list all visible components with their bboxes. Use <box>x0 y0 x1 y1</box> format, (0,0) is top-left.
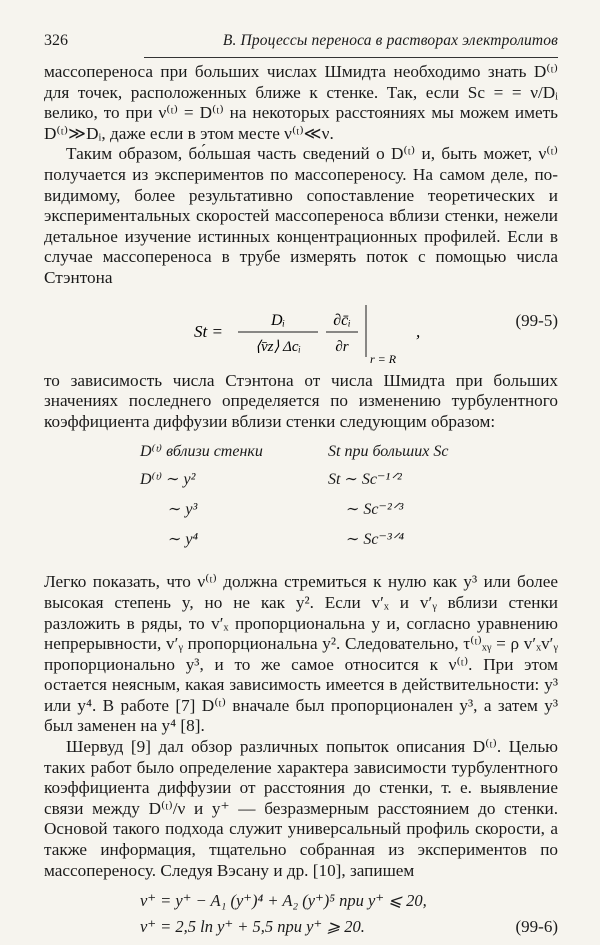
paragraph-4: Легко показать, что ν⁽ᵗ⁾ должна стремиться к нулю как y³ или более высокая степень y, но не как y². Если v′ₓ и v′ᵧ вблизи стенки разложить в ряды, то v′ₓ пропорциональна y и, согласно уравнению непрерывности, v′ᵧ пропорциональна y². Следовательно, τ⁽ᵗ⁾ₓᵧ = ρ v′ₓv′ᵧ пропорционально y³, и то же самое относится к ν⁽ᵗ⁾. При этом остается неясным, какая зависимость имеется в действительности: y³ или y⁴. В работе [7] D⁽ᵗ⁾ вначале был пропорционален y³, а затем y³ был заменен на y⁴ [8]. <box>44 572 558 736</box>
paragraph-5: Шервуд [9] дал обзор различных попыток описания D⁽ᵗ⁾. Целью таких работ было определение характера зависимости турбулентного коэффициента диффузии от расстояния до стенки, т. е. выявление связи между D⁽ᵗ⁾/ν и y⁺ — безразмерным расстоянием до стенки. Основой такого подхода служит универсальный профиль скорости, а также информация, тщательно собранная из экспериментов по массопереносу. Следуя Вэсану и др. [10], запишем <box>44 737 558 880</box>
formula-numerator: Dᵢ <box>270 311 286 329</box>
page-number: 326 <box>44 32 68 49</box>
header-rule <box>144 57 558 58</box>
equation-99-5 <box>44 293 558 365</box>
stanton-formula <box>194 303 494 365</box>
table-head-left: D⁽ᵗ⁾ вблизи стенки <box>140 443 263 461</box>
running-title: В. Процессы переноса в растворах электролитов <box>222 32 558 49</box>
derivative-numerator: ∂c̄ᵢ <box>333 311 351 329</box>
formula-denominator: ⟨v̄z⟩ Δcᵢ <box>255 338 301 355</box>
paragraph-2: Таким образом, бо́льшая часть сведений о D⁽ᵗ⁾ и, быть может, ν⁽ᵗ⁾ получается из экспериментов по массопереносу. На самом деле, по-видимому, более результативно сопоставление теоретических и экспериментальных скоростей массопереноса вблизи стенки, нежели детальное изучение истинных концентрационных профилей. Если в случае массопереноса в трубе измерять поток с помощью числа Стэнтона <box>44 144 558 287</box>
paragraph-1: массопереноса при больших числах Шмидта необходимо знать D⁽ᵗ⁾ для точек, расположенных ближе к стенке. Так, если Sc = = ν/Dᵢ велико, то при ν⁽ᵗ⁾ = D⁽ᵗ⁾ на некоторых расстояниях мы можем иметь D⁽ᵗ⁾≫Dᵢ, даже если в этом месте ν⁽ᵗ⁾≪ν. <box>44 62 558 143</box>
page-body <box>44 62 558 945</box>
equation-99-6-line-2: v⁺ = 2,5 ln y⁺ + 5,5 при y⁺ ⩾ 20. <box>140 917 365 937</box>
equation-number-99-5: (99-5) <box>515 310 558 330</box>
equation-number-99-6: (99-6) <box>515 917 558 937</box>
paragraph-3: то зависимость числа Стэнтона от числа Шмидта при больших значениях последнего определяется по изменению турбулентного коэффициента диффузии вблизи стенки следующим образом: <box>44 370 558 431</box>
table-row-3-left: ∼ y⁴ <box>168 531 199 549</box>
relation-table <box>44 442 558 562</box>
table-row-2-right: ∼ Sc⁻²ᐟ³ <box>346 501 404 519</box>
derivative-denominator: ∂r <box>335 338 349 355</box>
table-head-right: St при больших Sc <box>328 443 449 461</box>
table-row-1-right: St ∼ Sc⁻¹ᐟ² <box>328 471 402 489</box>
formula-trail: , <box>416 321 421 341</box>
running-header <box>44 30 558 56</box>
evaluated-at: r = R <box>370 351 397 365</box>
table-row-1-left: D⁽ᵗ⁾ ∼ y² <box>140 471 196 489</box>
equation-99-6-line-1: v⁺ = y⁺ − A₁ (y⁺)⁴ + A₂ (y⁺)⁵ при y⁺ ⩽ 20, <box>140 891 427 911</box>
table-row-3-right: ∼ Sc⁻³ᐟ⁴ <box>346 531 405 549</box>
formula-lhs: St = <box>194 321 223 341</box>
table-row-2-left: ∼ y³ <box>168 501 198 519</box>
equation-99-6 <box>44 883 558 945</box>
